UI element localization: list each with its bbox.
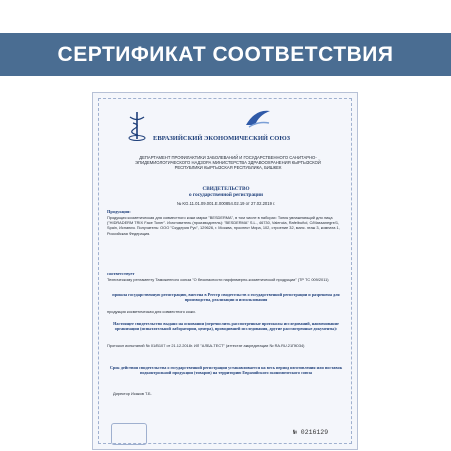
serial-number: № 0216129	[293, 429, 329, 436]
product-text: Продукция косметическая для совместного кожи марки "BESDERMA", в том числе в наборах: Тоник увлажняющий для лица ("HIDRADERM TRIX Face Toner". Изготовитель (производитель): "BESDERMA" S.L., 46730, Valencia, Rafelbuñol, C/Massanegre/1, Spain, Испания. Получатель: ООО "Скудерия Рус", 129626, г. Москва, проспект Мира, 102, строение 32, манс. этаж 3, комната 1, Российская Федерация.	[107, 215, 340, 236]
union-name: ЕВРАЗИЙСКИЙ ЭКОНОМИЧЕСКИЙ СОЮЗ	[153, 135, 291, 142]
signature: Директор Исаков Т.Б.	[113, 391, 152, 396]
basis-text: Настоящее свидетельство выдано на основании (перечислить рассмотренные протоколы исследований, наименование организации (испытательной лаборатории, центра), проводившей исследования, другие рассмотренные документы):	[113, 321, 339, 332]
certificate-document	[92, 92, 358, 450]
stamp-mark	[111, 423, 147, 445]
certificate-number: № KG.11.01.09.001.E.000854.02.19 от 27.02.2019 г.	[176, 201, 276, 206]
conform-label: соответствует	[107, 271, 135, 276]
page-banner: СЕРТИФИКАТ СООТВЕТСТВИЯ	[0, 33, 451, 76]
product-label: Продукция:	[107, 209, 131, 214]
conform-text: Техническому регламенту Таможенного союза "О безопасности парфюмерно-косметической продукции" (ТР ТС 009/2011)	[107, 277, 329, 282]
protocol-text: Протокол испытаний № 01/В107 от 21.12.2018г. ИЛ "АЛБА-ТЕСТ" (аттестат аккредитации № RA.RU.21ПЮ34)	[107, 343, 305, 348]
eeu-bird-logo-icon	[243, 107, 273, 131]
certificate-title	[113, 186, 339, 198]
certificate-subtitle: о государственной регистрации	[188, 192, 264, 198]
medical-emblem-icon	[123, 109, 151, 143]
validity-text: Срок действия свидетельства о государственной регистрации устанавливается на весь период изготовления или поставок подконтрольной продукции (товаров) на территорию Евразийского экономического союза	[109, 365, 343, 376]
department-name: ДЕПАРТАМЕНТ ПРОФИЛАКТИКИ ЗАБОЛЕВАНИЙ И ГОСУДАРСТВЕННОГО САНИТАРНО-ЭПИДЕМИОЛОГИЧЕСКОГО НАДЗОРА МИНИСТЕРСТВА ЗДРАВООХРАНЕНИЯ КЫРГЫЗСКОЙ РЕСПУБЛИКИ КЫРГЫЗСКАЯ РЕСПУБЛИКА, БИШКЕК	[135, 155, 321, 171]
registry-text: прошла государственную регистрацию, внесена в Реестр свидетельств о государственной регистрации и разрешена для производства, реализации и использования	[112, 292, 340, 303]
certificate-title-main: СВИДЕТЕЛЬСТВО	[202, 186, 250, 192]
usage-text: продукция косметическая для совместного кожи.	[107, 309, 196, 314]
